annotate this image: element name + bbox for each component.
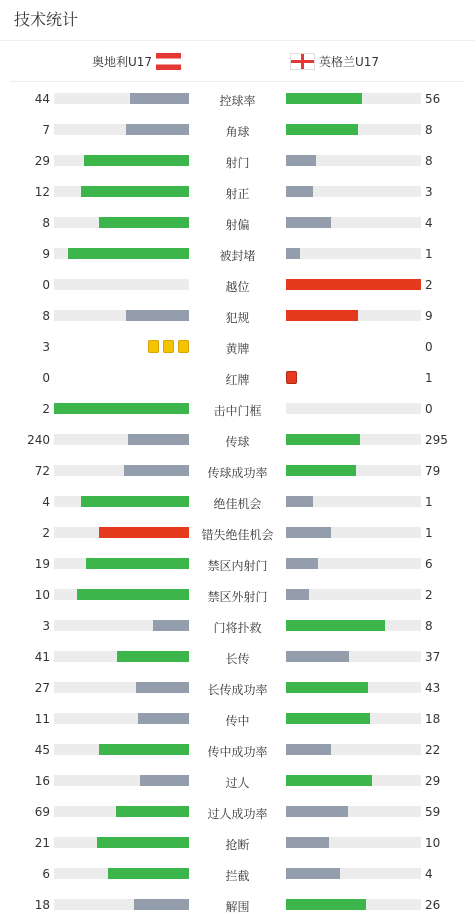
stat-label: 抢断 (225, 838, 250, 852)
home-bar-track (54, 279, 189, 290)
away-bar (286, 217, 331, 228)
home-value: 11 (34, 712, 50, 726)
home-value: 2 (42, 402, 50, 416)
away-value: 37 (425, 650, 441, 664)
away-bar (286, 899, 366, 910)
home-bar-track (54, 837, 189, 848)
away-bar (286, 279, 421, 290)
stat-row (0, 84, 475, 115)
home-bar (128, 434, 189, 445)
home-value: 18 (34, 898, 50, 912)
away-team (290, 41, 379, 81)
away-bar (286, 620, 385, 631)
away-bar (286, 93, 362, 104)
away-bar-track (286, 248, 421, 259)
home-value: 3 (42, 619, 50, 633)
away-bar-track (286, 837, 421, 848)
away-value: 9 (425, 309, 433, 323)
stat-row (0, 394, 475, 425)
away-bar-track (286, 155, 421, 166)
stat-row (0, 456, 475, 487)
home-yellow-cards (144, 340, 189, 353)
away-value: 79 (425, 464, 441, 478)
stat-label: 绝佳机会 (213, 497, 262, 511)
home-value: 8 (42, 309, 50, 323)
home-bar (116, 806, 189, 817)
home-bar (99, 217, 189, 228)
away-bar (286, 806, 348, 817)
home-bar-track (54, 558, 189, 569)
home-value: 27 (34, 681, 50, 695)
away-value: 0 (425, 402, 433, 416)
yellow-card-icon (148, 340, 159, 353)
away-bar (286, 837, 329, 848)
away-bar-track (286, 465, 421, 476)
stat-label: 禁区外射门 (207, 590, 268, 604)
home-bar-track (54, 217, 189, 228)
stat-row (0, 363, 475, 394)
away-value: 2 (425, 278, 433, 292)
away-bar (286, 155, 316, 166)
away-bar-track (286, 496, 421, 507)
stat-label: 解围 (225, 900, 250, 914)
home-value: 0 (42, 371, 50, 385)
away-bar-track (286, 403, 421, 414)
stat-row (0, 890, 475, 921)
away-bar-track (286, 682, 421, 693)
home-bar-track (54, 744, 189, 755)
away-bar (286, 186, 313, 197)
away-value: 3 (425, 185, 433, 199)
home-bar (99, 527, 189, 538)
home-value: 7 (42, 123, 50, 137)
home-bar (81, 186, 189, 197)
away-bar (286, 465, 356, 476)
stat-label: 禁区内射门 (207, 559, 268, 573)
away-value: 1 (425, 247, 433, 261)
home-bar-track (54, 713, 189, 724)
home-bar (86, 558, 189, 569)
home-bar (97, 837, 189, 848)
stat-row (0, 549, 475, 580)
away-bar-track (286, 527, 421, 538)
away-bar-track (286, 651, 421, 662)
home-value: 41 (34, 650, 50, 664)
home-bar (54, 403, 189, 414)
stat-label: 长传 (225, 652, 250, 666)
home-bar (153, 620, 189, 631)
away-value: 6 (425, 557, 433, 571)
away-value: 26 (425, 898, 441, 912)
away-value: 8 (425, 619, 433, 633)
home-bar (99, 744, 189, 755)
home-bar-track (54, 496, 189, 507)
away-bar-track (286, 589, 421, 600)
stat-row (0, 177, 475, 208)
page-title: 技术统计 (0, 0, 475, 41)
home-bar-track (54, 310, 189, 321)
stat-row (0, 859, 475, 890)
away-bar (286, 589, 309, 600)
away-bar-track (286, 186, 421, 197)
away-bar-track (286, 806, 421, 817)
stat-label: 错失绝佳机会 (201, 528, 274, 542)
away-value: 10 (425, 836, 441, 850)
home-bar-track (54, 248, 189, 259)
away-value: 4 (425, 216, 433, 230)
home-value: 2 (42, 526, 50, 540)
away-bar (286, 496, 313, 507)
stat-row (0, 518, 475, 549)
austria-flag-icon (156, 53, 181, 70)
stat-label: 被封堵 (219, 249, 256, 263)
away-bar (286, 775, 372, 786)
home-bar-track (54, 806, 189, 817)
stat-label: 射偏 (225, 218, 250, 232)
away-bar (286, 558, 318, 569)
away-value: 22 (425, 743, 441, 757)
away-bar-track (286, 310, 421, 321)
away-bar-track (286, 713, 421, 724)
away-bar (286, 434, 360, 445)
away-bar-track (286, 868, 421, 879)
yellow-card-icon (178, 340, 189, 353)
stat-label: 犯规 (225, 311, 250, 325)
stat-label: 黄牌 (225, 342, 250, 356)
stat-row (0, 425, 475, 456)
red-card-icon (286, 371, 297, 384)
home-value: 69 (34, 805, 50, 819)
home-bar (84, 155, 189, 166)
home-bar-track (54, 155, 189, 166)
yellow-card-icon (163, 340, 174, 353)
home-value: 240 (27, 433, 50, 447)
home-value: 0 (42, 278, 50, 292)
away-bar (286, 124, 358, 135)
home-value: 12 (34, 185, 50, 199)
home-value: 4 (42, 495, 50, 509)
away-bar-track (286, 775, 421, 786)
home-value: 16 (34, 774, 50, 788)
away-team-name: 英格兰U17 (319, 54, 380, 69)
away-bar-track (286, 434, 421, 445)
stat-label: 红牌 (225, 373, 250, 387)
away-bar-track (286, 124, 421, 135)
away-bar-track (286, 93, 421, 104)
away-value: 29 (425, 774, 441, 788)
teams-header (10, 41, 465, 82)
stat-row (0, 115, 475, 146)
away-value: 1 (425, 371, 433, 385)
home-bar-track (54, 775, 189, 786)
home-bar (126, 310, 189, 321)
away-value: 0 (425, 340, 433, 354)
home-bar-track (54, 589, 189, 600)
stat-row (0, 735, 475, 766)
home-team-name: 奥地利U17 (91, 54, 152, 69)
home-bar-track (54, 899, 189, 910)
away-value: 8 (425, 123, 433, 137)
home-bar-track (54, 620, 189, 631)
home-bar (134, 899, 189, 910)
away-bar (286, 682, 368, 693)
home-bar (81, 496, 189, 507)
home-bar (68, 248, 190, 259)
away-value: 8 (425, 154, 433, 168)
stat-row (0, 580, 475, 611)
stat-label: 角球 (225, 125, 250, 139)
stat-label: 传球 (225, 435, 250, 449)
home-value: 9 (42, 247, 50, 261)
stat-label: 过人成功率 (207, 807, 268, 821)
stat-label: 射正 (225, 187, 250, 201)
away-bar (286, 868, 340, 879)
home-value: 19 (34, 557, 50, 571)
stat-label: 击中门框 (213, 404, 262, 418)
stat-label: 传中成功率 (207, 745, 268, 759)
home-team (92, 41, 181, 81)
home-bar (130, 93, 189, 104)
away-bar (286, 651, 349, 662)
stat-row (0, 673, 475, 704)
stat-row (0, 611, 475, 642)
stat-label: 拦截 (225, 869, 250, 883)
home-bar (136, 682, 189, 693)
stat-row (0, 766, 475, 797)
home-value: 3 (42, 340, 50, 354)
stat-row (0, 208, 475, 239)
stat-label: 长传成功率 (207, 683, 268, 697)
home-value: 44 (34, 92, 50, 106)
away-value: 18 (425, 712, 441, 726)
home-bar-track (54, 868, 189, 879)
stat-row (0, 270, 475, 301)
home-value: 45 (34, 743, 50, 757)
away-bar (286, 713, 370, 724)
away-bar-track (286, 744, 421, 755)
stat-row (0, 239, 475, 270)
away-value: 43 (425, 681, 441, 695)
home-bar (140, 775, 189, 786)
away-bar (286, 248, 300, 259)
away-value: 4 (425, 867, 433, 881)
home-bar-track (54, 651, 189, 662)
stat-label: 传中 (225, 714, 250, 728)
away-bar (286, 527, 331, 538)
stat-label: 过人 (225, 776, 250, 790)
stat-label: 控球率 (219, 94, 256, 108)
away-bar-track (286, 279, 421, 290)
away-bar (286, 310, 358, 321)
away-value: 56 (425, 92, 441, 106)
away-value: 1 (425, 495, 433, 509)
home-value: 21 (34, 836, 50, 850)
home-value: 72 (34, 464, 50, 478)
home-bar-track (54, 186, 189, 197)
away-bar-track (286, 217, 421, 228)
away-bar-track (286, 620, 421, 631)
stat-row (0, 487, 475, 518)
home-bar (124, 465, 189, 476)
away-value: 59 (425, 805, 441, 819)
stat-row (0, 642, 475, 673)
home-bar (138, 713, 189, 724)
stat-row (0, 704, 475, 735)
home-bar-track (54, 527, 189, 538)
home-bar-track (54, 93, 189, 104)
home-bar (77, 589, 189, 600)
stat-label: 门将扑救 (213, 621, 262, 635)
home-bar (117, 651, 189, 662)
away-value: 295 (425, 433, 448, 447)
home-value: 8 (42, 216, 50, 230)
home-bar (126, 124, 189, 135)
home-bar-track (54, 465, 189, 476)
stat-row (0, 301, 475, 332)
home-bar-track (54, 434, 189, 445)
stat-label: 越位 (225, 280, 250, 294)
home-bar-track (54, 682, 189, 693)
stat-row (0, 332, 475, 363)
stat-row (0, 797, 475, 828)
home-value: 6 (42, 867, 50, 881)
away-bar (286, 744, 331, 755)
stat-label: 射门 (225, 156, 250, 170)
england-flag-icon (290, 53, 315, 70)
away-value: 2 (425, 588, 433, 602)
home-bar-track (54, 124, 189, 135)
away-value: 1 (425, 526, 433, 540)
home-value: 29 (34, 154, 50, 168)
home-bar (108, 868, 189, 879)
home-bar-track (54, 403, 189, 414)
away-bar-track (286, 558, 421, 569)
stat-label: 传球成功率 (207, 466, 268, 480)
stat-row (0, 146, 475, 177)
stat-row (0, 828, 475, 859)
away-bar-track (286, 899, 421, 910)
home-value: 10 (34, 588, 50, 602)
